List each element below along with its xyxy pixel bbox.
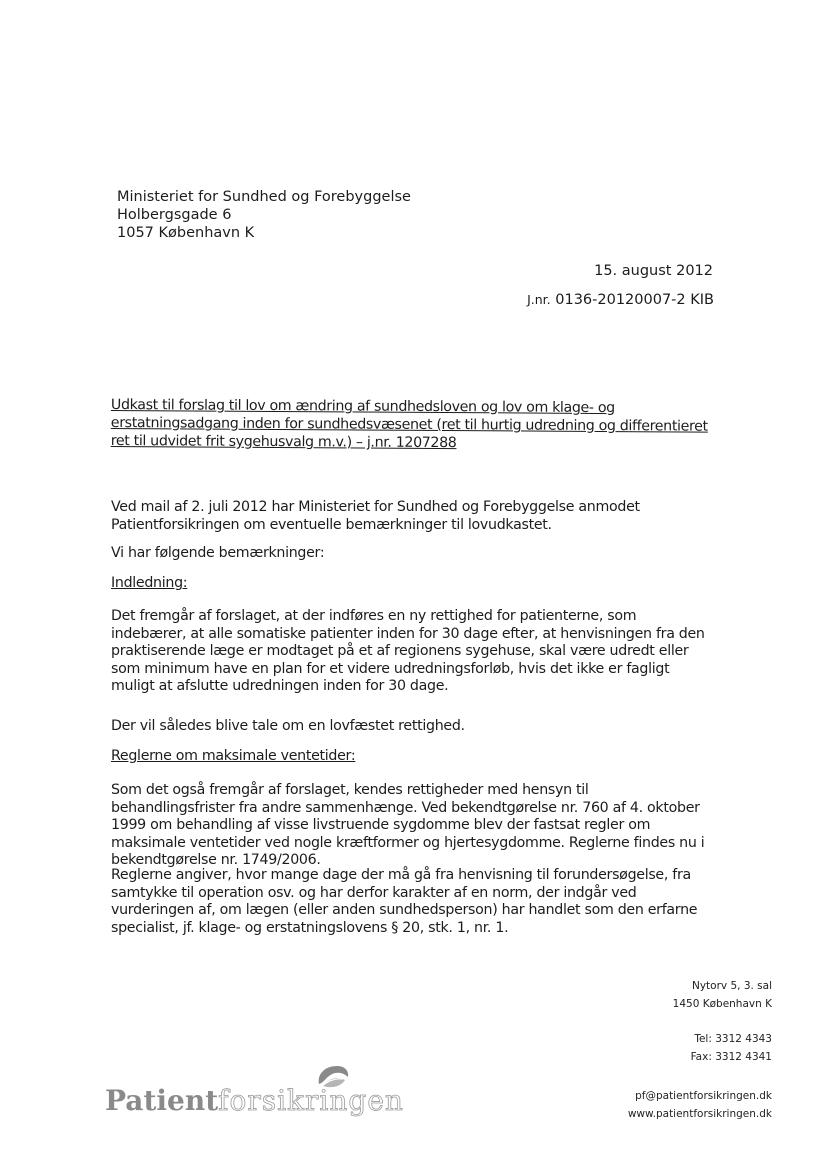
section-heading-introduction: Indledning: xyxy=(111,575,188,591)
letter-date: 15. august 2012 xyxy=(594,263,713,279)
recipient-street: Holbergsgade 6 xyxy=(117,207,232,223)
paragraph-norm-text: Reglerne angiver, hvor mange dage der må gå fra henvisning til forundersøgelse, fra samtykke til operation osv. og har derfor karakter af en norm, der indgår ved vurderingen af, om lægen (eller anden sundhedsperson) har handlet som den erfarne specialist, jf. klage- og erstatningslovens § 20, stk. 1, nr. 1. xyxy=(111,867,698,936)
footer-fax: Fax: 3312 4341 xyxy=(690,1051,772,1063)
logo-word-patient: Patient xyxy=(105,1084,219,1117)
paragraph-remarks-text: Vi har følgende bemærkninger: xyxy=(111,545,325,561)
recipient-city: 1057 København K xyxy=(117,225,255,241)
recipient-address xyxy=(117,188,411,242)
section-heading-waiting-times: Reglerne om maksimale ventetider: xyxy=(111,748,356,764)
paragraph-statutory-right xyxy=(111,718,713,736)
patientforsikringen-logo xyxy=(105,1062,405,1122)
journal-value: 0136-20120007-2 KIB xyxy=(555,292,714,308)
paragraph-new-right xyxy=(111,608,713,696)
logo-word-forsikringen: forsikringen xyxy=(218,1084,404,1117)
journal-prefix: J.nr. xyxy=(527,292,551,307)
footer-email: pf@patientforsikringen.dk xyxy=(635,1090,772,1102)
paragraph-treatment-deadlines xyxy=(111,782,713,870)
footer-address-city: 1450 København K xyxy=(672,998,772,1010)
footer-website: www.patientforsikringen.dk xyxy=(627,1108,772,1120)
logo-wordmark xyxy=(105,1084,404,1117)
footer-address-street: Nytorv 5, 3. sal xyxy=(691,980,772,992)
recipient-name: Ministeriet for Sundhed og Forebyggelse xyxy=(117,189,411,205)
subject-line: Udkast til forslag til lov om ændring af sundhedsloven og lov om klage- og erstatningsadgang inden for sundhedsvæsenet (ret til hurtig udredning og differentieret ret til udvidet frit sygehusvalg m.v.) – j.nr. 1207288 xyxy=(110,396,708,452)
paragraph-intro-text: Ved mail af 2. juli 2012 har Ministeriet for Sundhed og Forebyggelse anmodet Patientforsikringen om eventuelle bemærkninger til lovudkastet. xyxy=(111,499,640,533)
paragraph-statutory-right-text: Der vil således blive tale om en lovfæstet rettighed. xyxy=(111,718,465,734)
footer-telephone: Tel: 3312 4343 xyxy=(694,1033,772,1045)
paragraph-intro xyxy=(111,499,713,534)
paragraph-new-right-text: Det fremgår af forslaget, at der indføres en ny rettighed for patienterne, som indebærer, at alle somatiske patienter inden for 30 dage efter, at henvisningen fra den praktiserende læge er modtaget på et af regionens sygehuse, skal være udredt eller som minimum have en plan for et videre udredningsforløb, hvis det ikke er fagligt muligt at afslutte udredningen inden for 30 dage. xyxy=(111,608,705,695)
paragraph-norm xyxy=(111,867,713,937)
paragraph-treatment-deadlines-text: Som det også fremgår af forslaget, kendes rettigheder med hensyn til behandlingsfrister fra andre sammenhænge. Ved bekendtgørelse nr. 760 af 4. oktober 1999 om behandling af visse livstruende sygdomme blev der fastsat regler om maksimale ventetider ved nogle kræftformer og hjertesygdomme. Reglerne findes nu i bekendtgørelse nr. 1749/2006. xyxy=(111,782,705,869)
paragraph-remarks xyxy=(111,545,713,563)
journal-number xyxy=(527,292,714,308)
